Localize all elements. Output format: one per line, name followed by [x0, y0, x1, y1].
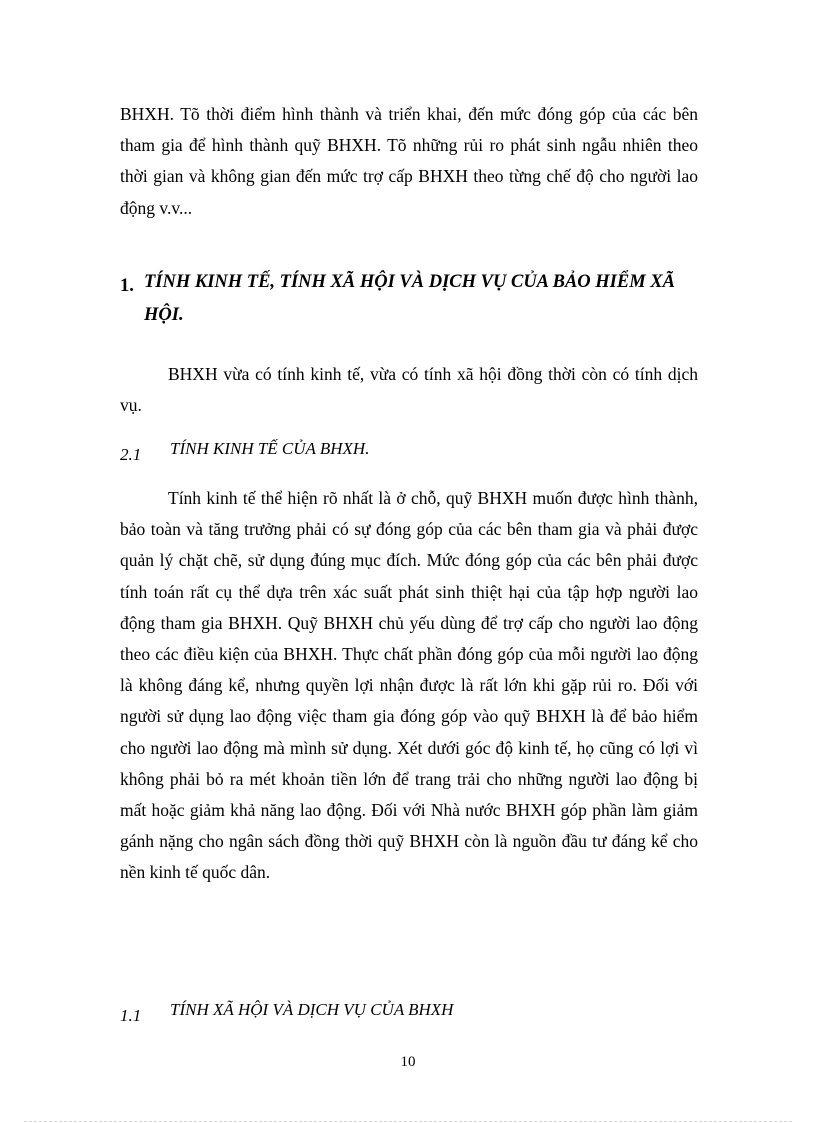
section-heading-1 — [120, 266, 710, 332]
subsection-heading-economic — [120, 436, 700, 462]
subsection-number: 1.1 — [120, 1006, 142, 1025]
page-bottom-divider — [24, 1121, 792, 1122]
paragraph-economic: Tính kinh tế thể hiện rõ nhất là ở chỗ, quỹ BHXH muốn được hình thành, bảo toàn và tăng trưởng phải có sự đóng góp của các bên tham gia và phải được quản lý chặt chẽ, sử dụng đúng mục đích. Mức đóng góp của các bên phải được tính toán rất cụ thể dựa trên xác suất phát sinh thiệt hại của tập hợp người lao động tham gia BHXH. Quỹ BHXH chủ yếu dùng để trợ cấp cho người lao động theo các điều kiện của BHXH. Thực chất phần đóng góp của mỗi người lao động là không đáng kể, nhưng quyền lợi nhận được là rất lớn khi gặp rủi ro. Đối với người sử dụng lao động việc tham gia đóng góp vào quỹ BHXH là để bảo hiểm cho người lao động mà mình sử dụng. Xét dưới góc độ kinh tế, họ cũng có lợi vì không phải bỏ ra mét khoản tiền lớn để trang trải cho những người lao động bị mất hoặc giảm khả năng lao động. Đối với Nhà nước BHXH góp phần làm giảm gánh nặng cho ngân sách đồng thời quỹ BHXH còn là nguồn đầu tư đáng kể cho nền kinh tế quốc dân. — [120, 488, 698, 883]
paragraph-intro: BHXH. Tõ thời điểm hình thành và triển khai, đến mức đóng góp của các bên tham gia để hình thành quỹ BHXH. Tõ những rủi ro phát sinh ngẫu nhiên theo thời gian và không gian đến mức trợ cấp BHXH theo từng chế độ cho người lao động v.v... — [120, 104, 698, 218]
subsection-title: TÍNH XÃ HỘI VÀ DỊCH VỤ CỦA BHXH — [170, 1000, 454, 1019]
subsection-number: 2.1 — [120, 445, 142, 464]
section-number: 1. — [120, 276, 134, 296]
paragraph-section-intro: BHXH vừa có tính kinh tế, vừa có tính xã hội đồng thời còn có tính dịch vụ. — [120, 364, 698, 416]
subsection-heading-social — [120, 997, 700, 1023]
page-number: 10 — [400, 1054, 416, 1070]
subsection-title: TÍNH KINH TẾ CỦA BHXH. — [170, 439, 370, 458]
section-title: TÍNH KINH TẾ, TÍNH XÃ HỘI VÀ DỊCH VỤ CỦA BẢO HIỂM XÃ HỘI. — [144, 272, 675, 325]
